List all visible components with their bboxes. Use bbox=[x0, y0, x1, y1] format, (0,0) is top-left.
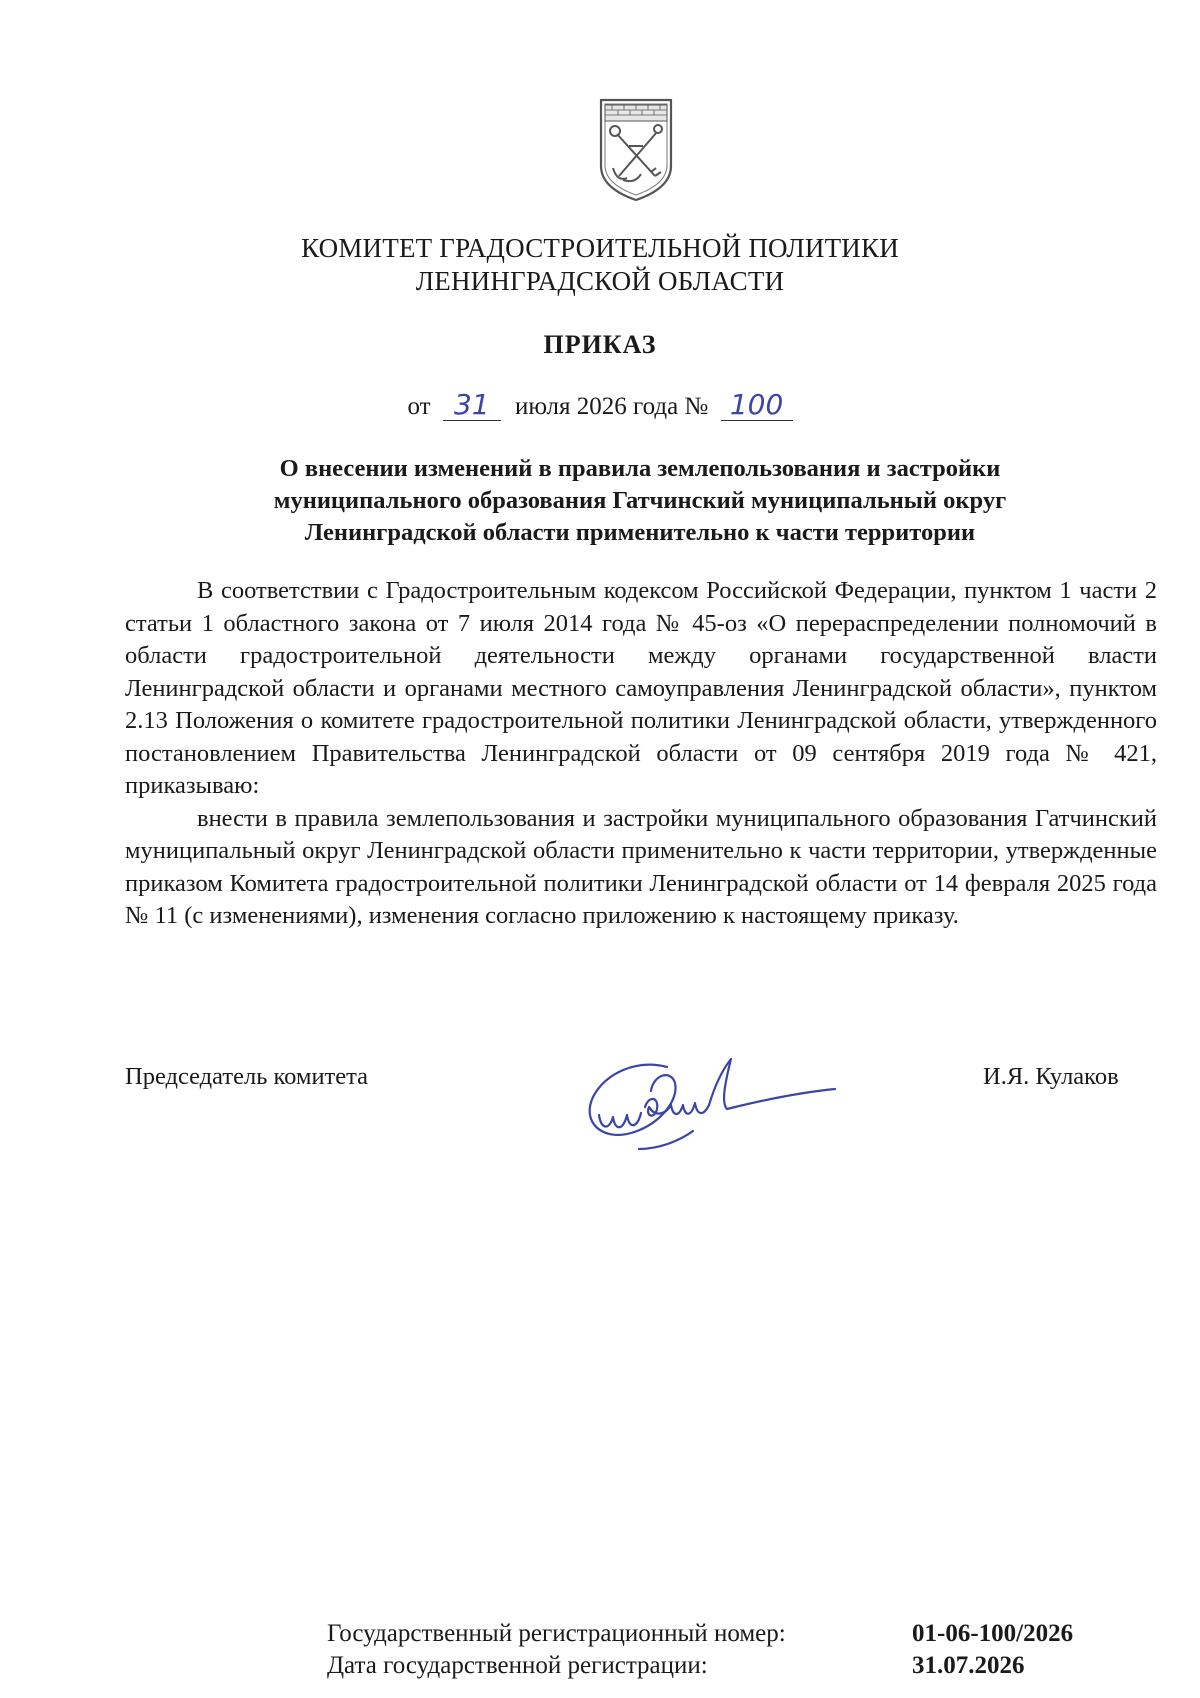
handwritten-order-number: 100 bbox=[721, 390, 793, 421]
signatory-name: И.Я. Кулаков bbox=[983, 1063, 1119, 1090]
handwritten-day: 31 bbox=[443, 390, 501, 421]
registration-date-row bbox=[327, 1650, 1117, 1682]
registration-block bbox=[327, 1618, 1117, 1682]
subject-line: О внесении изменений в правила землепользования и застройки bbox=[279, 455, 1001, 482]
document-type-title: ПРИКАЗ bbox=[543, 330, 657, 359]
subject-line: муниципального образования Гатчинский муниципальный округ bbox=[273, 487, 1007, 514]
body-paragraph-resolution: внести в правила землепользования и застройки муниципального образования Гатчинский муниципальный округ Ленинградской области применительно к части территории, утвержденные приказом Комитета градостроительной политики Ленинградской области от 14 февраля 2025 года № 11 (с изменениями), изменения согласно приложению к настоящему приказу. bbox=[125, 804, 1157, 929]
organization-name-line1: КОМИТЕТ ГРАДОСТРОИТЕЛЬНОЙ ПОЛИТИКИ bbox=[301, 233, 899, 263]
registration-date-label: Дата государственной регистрации: bbox=[327, 1652, 708, 1679]
organization-name-line2: ЛЕНИНГРАДСКОЙ ОБЛАСТИ bbox=[415, 266, 785, 296]
subject-line: Ленинградской области применительно к части территории bbox=[304, 519, 976, 546]
date-prefix: от bbox=[407, 393, 431, 420]
order-subject bbox=[200, 453, 1080, 549]
body-paragraph-preamble: В соответствии с Градостроительным кодексом Российской Федерации, пунктом 1 части 2 статьи 1 областного закона от 7 июля 2014 года № 45-оз «О перераспределении полномочий в области градостроительной деятельности между органами государственной власти Ленинградской области и органами местного самоуправления Ленинградской области», пунктом 2.13 Положения о комитете градостроительной политики Ленинградской области, утвержденного постановлением Правительства Ленинградской области от 09 сентября 2019 года № 421, приказываю: bbox=[125, 577, 1157, 799]
registration-date-value: 31.07.2026 bbox=[912, 1652, 1025, 1679]
handwritten-signature bbox=[575, 1045, 875, 1155]
registration-number-label: Государственный регистрационный номер: bbox=[327, 1620, 786, 1647]
order-body bbox=[125, 575, 1157, 933]
registration-number-row bbox=[327, 1618, 1117, 1650]
coat-of-arms-icon bbox=[595, 96, 677, 202]
date-month-year: июля 2026 года № bbox=[515, 393, 709, 420]
registration-number-value: 01-06-100/2026 bbox=[912, 1620, 1074, 1647]
order-date-line bbox=[0, 390, 1200, 421]
signatory-position: Председатель комитета bbox=[125, 1063, 369, 1090]
